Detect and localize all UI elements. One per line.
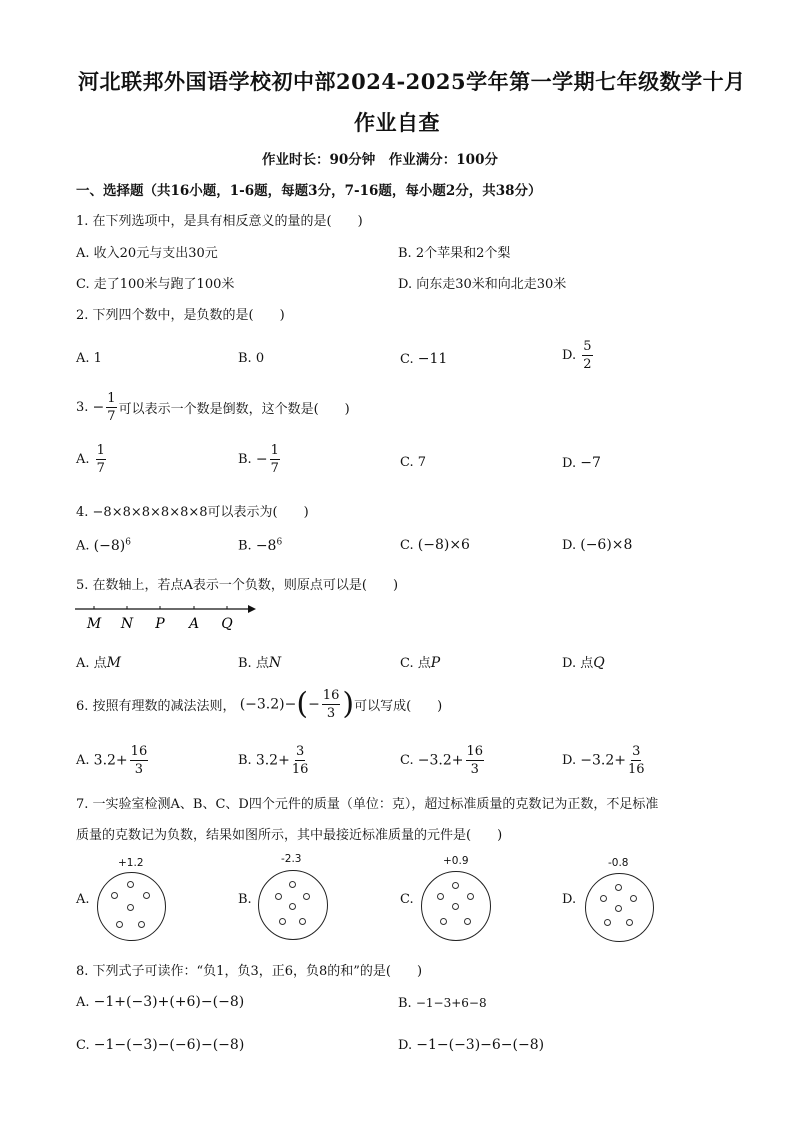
hole xyxy=(289,903,296,910)
q6-option-c-prefix: −3.2+ xyxy=(417,752,464,769)
q2-option-c-value: −11 xyxy=(417,351,448,367)
section-heading: 一、选择题（共16小题，1-6题，每题3分，7-16题，每小题2分，共38分） xyxy=(76,183,542,199)
q6-option-b-fraction xyxy=(292,745,309,776)
base: (−8) xyxy=(93,537,126,554)
q8-option-a-label: A. xyxy=(76,995,90,1010)
number-line-figure xyxy=(70,598,260,634)
q3-option-d[interactable] xyxy=(562,455,601,471)
numerator: 3 xyxy=(632,744,641,759)
hole xyxy=(615,905,622,912)
hole xyxy=(275,893,282,900)
hole xyxy=(467,893,474,900)
numerator: 16 xyxy=(322,688,340,703)
question-7-stem-line1: 7. 一实验室检测A、B、C、D四个元件的质量（单位：克），超过标准质量的克数记为正数，不足标准 xyxy=(76,797,659,812)
q3-option-b[interactable] xyxy=(238,444,282,475)
q6-option-d-prefix: −3.2+ xyxy=(580,752,626,769)
q6-expr-left: (−3.2)− xyxy=(239,696,297,713)
q4-option-b-label: B. xyxy=(238,538,252,554)
q7-option-d-label[interactable]: D. xyxy=(562,892,577,907)
q4-option-d-value: (−6)×8 xyxy=(580,537,633,553)
q5-option-d[interactable] xyxy=(562,652,605,671)
point-label-n: N xyxy=(120,616,134,632)
q8-option-d-label: D. xyxy=(398,1038,413,1053)
q1-option-a[interactable]: A. 收入20元与支出30元 xyxy=(76,246,218,261)
q6-left-paren: ( xyxy=(296,686,309,722)
question-3-stem xyxy=(76,392,350,423)
q4-option-b[interactable] xyxy=(238,537,282,554)
q3-stem-text: 可以表示一个数是倒数，这个数是( ) xyxy=(118,402,350,417)
q8-option-a[interactable] xyxy=(76,994,244,1010)
hole xyxy=(600,895,607,902)
hole xyxy=(116,921,123,928)
question-1-stem: 1. 在下列选项中，是具有相反意义的量的是( ) xyxy=(76,214,363,229)
hole xyxy=(127,904,134,911)
q5-option-a[interactable] xyxy=(76,652,121,671)
q3-option-d-label: D. xyxy=(562,456,577,471)
hole xyxy=(299,918,306,925)
number-line-arrow xyxy=(248,605,256,613)
hole xyxy=(279,918,286,925)
numerator: 1 xyxy=(107,391,116,406)
hole xyxy=(437,893,444,900)
q4-option-c[interactable] xyxy=(400,537,470,553)
q6-option-c[interactable] xyxy=(400,745,486,776)
q2-option-d[interactable] xyxy=(562,340,595,371)
q8-option-d-value: −1−(−3)−6−(−8) xyxy=(416,1037,545,1053)
q6-option-b[interactable] xyxy=(238,745,310,776)
q5-option-a-point: M xyxy=(106,655,121,671)
q5-option-c[interactable] xyxy=(400,652,440,671)
base: −8 xyxy=(255,537,277,554)
hole xyxy=(630,895,637,902)
q4-option-c-value: (−8)×6 xyxy=(417,537,470,553)
page-title-line2: 作业自查 xyxy=(354,110,440,135)
q5-option-b-point: N xyxy=(268,655,282,671)
q6-stem-a: 6. 按照有理数的减法法则， xyxy=(76,699,236,714)
q5-option-d-label: D. 点 xyxy=(562,656,594,671)
q2-option-d-label: D. xyxy=(562,348,577,363)
denominator: 3 xyxy=(326,706,336,721)
q3-option-d-value: −7 xyxy=(580,455,601,471)
exponent: 6 xyxy=(276,537,283,547)
hole xyxy=(143,892,150,899)
numerator: 16 xyxy=(130,744,148,759)
question-8-stem: 8. 下列式子可读作：“负1，负3，正6，负8的和”的是( ) xyxy=(76,964,423,979)
q4-option-a-value xyxy=(94,538,131,554)
q7-component-a[interactable] xyxy=(97,872,166,941)
q1-option-d[interactable]: D. 向东走30米和向北走30米 xyxy=(398,277,567,292)
hole xyxy=(626,919,633,926)
q7-option-c-label[interactable]: C. xyxy=(400,892,414,907)
hole xyxy=(452,882,459,889)
hole xyxy=(440,918,447,925)
q6-option-a-fraction xyxy=(130,745,149,776)
q3-option-b-label: B. xyxy=(238,452,252,467)
q6-stem-b: 可以写成( ) xyxy=(354,699,443,714)
point-label-a: A xyxy=(188,616,200,632)
q3-number: 3. xyxy=(76,400,89,415)
q3-option-b-sign: − xyxy=(255,451,268,468)
q4-option-a[interactable] xyxy=(76,537,131,554)
hole xyxy=(615,884,622,891)
q4-option-d-label: D. xyxy=(562,538,577,553)
q7-option-d-value: -0.8 xyxy=(608,857,629,869)
q6-option-a-prefix: 3.2+ xyxy=(93,752,128,769)
q7-component-b[interactable] xyxy=(258,870,328,940)
q5-option-a-label: A. 点 xyxy=(76,656,107,671)
q7-component-c[interactable] xyxy=(421,871,491,941)
q7-option-c-value: +0.9 xyxy=(443,855,469,867)
subtitle: 作业时长：90分钟 作业满分：100分 xyxy=(262,152,498,168)
q8-option-d[interactable] xyxy=(398,1037,544,1053)
q5-option-b[interactable] xyxy=(238,652,281,671)
point-label-p: P xyxy=(155,616,165,632)
question-2-stem: 2. 下列四个数中，是负数的是( ) xyxy=(76,308,285,323)
q8-option-a-value: −1+(−3)+(+6)−(−8) xyxy=(93,994,245,1010)
q4-option-c-label: C. xyxy=(400,538,414,553)
denominator: 3 xyxy=(134,762,144,777)
q8-option-b-label: B. xyxy=(398,996,412,1011)
q5-option-c-label: C. 点 xyxy=(400,656,431,671)
hole xyxy=(138,921,145,928)
q2-option-d-fraction xyxy=(582,340,592,371)
question-5-stem: 5. 在数轴上，若点A表示一个负数，则原点可以是( ) xyxy=(76,578,399,593)
q8-option-b-value: −1−3+6−8 xyxy=(415,996,487,1010)
q6-option-c-fraction xyxy=(466,745,485,776)
q5-option-b-label: B. 点 xyxy=(238,656,269,671)
q6-option-b-label: B. xyxy=(238,753,252,768)
q2-option-b[interactable]: B. 0 xyxy=(238,351,265,366)
q2-option-a[interactable]: A. 1 xyxy=(76,351,102,366)
q4-option-b-value xyxy=(256,538,282,554)
q3-option-a-label: A. xyxy=(76,452,90,467)
hole xyxy=(604,919,611,926)
hole xyxy=(464,918,471,925)
hole xyxy=(127,881,134,888)
q1-option-c[interactable]: C. 走了100米与跑了100米 xyxy=(76,277,235,292)
exponent: 6 xyxy=(125,537,131,547)
q4-option-d[interactable] xyxy=(562,537,632,553)
q1-option-b[interactable]: B. 2个苹果和2个梨 xyxy=(398,246,511,261)
q6-expr-sign: − xyxy=(308,696,320,713)
q3-option-c[interactable]: C. 7 xyxy=(400,455,427,470)
q7-component-d[interactable] xyxy=(585,873,654,942)
numerator: 1 xyxy=(96,443,105,458)
q6-expr-fraction xyxy=(322,689,341,720)
denominator: 7 xyxy=(96,461,105,476)
q3-sign: − xyxy=(92,399,105,416)
q3-option-a-fraction xyxy=(96,444,106,475)
numerator: 1 xyxy=(270,443,279,458)
point-label-m: M xyxy=(86,616,102,632)
point-label-q: Q xyxy=(221,616,233,632)
numerator: 3 xyxy=(295,744,305,759)
q6-option-d[interactable] xyxy=(562,745,647,776)
q7-option-b-value: -2.3 xyxy=(281,853,302,865)
q6-option-c-label: C. xyxy=(400,753,414,768)
q7-option-a-value: +1.2 xyxy=(118,857,144,869)
q8-option-b[interactable] xyxy=(398,996,487,1011)
q7-option-b-label[interactable]: B. xyxy=(238,892,252,907)
q8-option-c-value: −1−(−3)−(−6)−(−8) xyxy=(93,1037,245,1053)
q7-option-a-label[interactable]: A. xyxy=(76,892,90,907)
page-title: 河北联邦外国语学校初中部2024-2025学年第一学期七年级数学十月 xyxy=(78,69,746,94)
hole xyxy=(289,881,296,888)
q8-option-c[interactable] xyxy=(76,1037,244,1053)
q5-option-c-point: P xyxy=(430,655,441,671)
q3-fraction xyxy=(106,392,116,423)
q6-option-a[interactable] xyxy=(76,745,150,776)
denominator: 3 xyxy=(470,762,479,777)
question-4-stem: 4. −8×8×8×8×8×8可以表示为( ) xyxy=(76,505,309,520)
q6-option-b-prefix: 3.2+ xyxy=(255,752,290,769)
hole xyxy=(303,893,310,900)
q6-right-paren: ) xyxy=(342,686,355,722)
q2-option-c[interactable] xyxy=(400,351,447,367)
denominator: 2 xyxy=(583,357,592,372)
q4-option-a-label: A. xyxy=(76,538,90,554)
q3-option-a[interactable] xyxy=(76,444,108,475)
denominator: 7 xyxy=(107,409,116,424)
question-7-stem-line2: 质量的克数记为负数，结果如图所示，其中最接近标准质量的元件是( ) xyxy=(76,828,503,843)
q8-option-c-label: C. xyxy=(76,1038,90,1053)
numerator: 5 xyxy=(583,339,592,354)
q3-option-b-fraction xyxy=(270,444,280,475)
numerator: 16 xyxy=(466,744,484,759)
q6-option-d-fraction xyxy=(628,745,645,776)
q2-option-c-label: C. xyxy=(400,352,414,367)
hole xyxy=(452,903,459,910)
denominator: 16 xyxy=(291,762,309,777)
denominator: 16 xyxy=(627,762,645,777)
denominator: 7 xyxy=(270,461,279,476)
q6-option-a-label: A. xyxy=(76,753,90,768)
question-6-stem xyxy=(76,686,443,722)
q5-option-d-point: Q xyxy=(593,655,605,671)
hole xyxy=(111,892,118,899)
q6-option-d-label: D. xyxy=(562,753,577,768)
